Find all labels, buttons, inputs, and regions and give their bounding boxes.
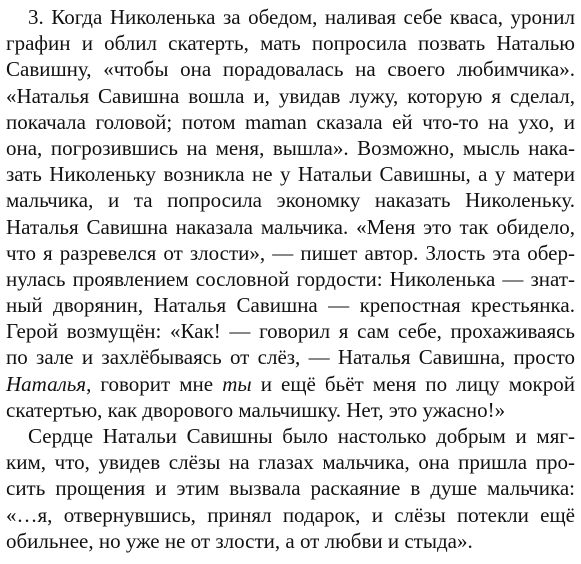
text-line: мальчика, и та попросила экономку наказать Николеньку. xyxy=(6,188,575,213)
text-line: Савишну, «чтобы она порадовалась на своего любимчика». xyxy=(6,57,575,82)
text-line: зать Николеньку возникла не у Натальи Савишны, а у матери xyxy=(6,162,575,187)
text-line: что я разревелся от злости», — пишет автор. Злость эта обер- xyxy=(6,240,575,265)
text-line: «…я, отвернувшись, принял подарок, и слёзы потекли ещё xyxy=(6,502,575,527)
text-line: обильнее, но уже не от злости, а от любви и стыда». xyxy=(6,528,473,553)
text-line: Сердце Натальи Савишны было настолько добрым и мяг- xyxy=(28,424,575,448)
text-line: сить прощения и этим вызвала раскаяние в душе мальчика: xyxy=(6,476,575,501)
paragraph-2 xyxy=(6,423,575,554)
text-line xyxy=(6,371,575,397)
text-line: Наталья Савишна наказала мальчика. «Меня это так обидело, xyxy=(6,214,575,239)
text-segment: , говорит мне xyxy=(86,371,223,396)
text-line: «Наталья Савишна вошла и, увидав лужу, которую я сделал, xyxy=(6,83,575,108)
text-segment: и ещё бьёт меня по лицу мокрой xyxy=(251,371,575,396)
text-line: ким, что, увидев слёзы на глазах мальчика, она пришла про- xyxy=(6,450,575,475)
italic-word: Наталья xyxy=(6,371,87,396)
text-line: по зале и захлёбываясь от слёз, — Наталья Савишна, просто xyxy=(6,345,575,370)
text-line: она, погрозившись на меня, вышла». Возможно, мысль нака- xyxy=(6,135,575,160)
italic-word: ты xyxy=(222,371,252,396)
text-line: ный дворянин, Наталья Савишна — крепостная крестьянка. xyxy=(6,293,575,318)
text-line: покачала головой; потом maman сказала ей что-то на ухо, и xyxy=(6,109,575,134)
text-line: Герой возмущён: «Как! — говорил я сам себе, прохаживаясь xyxy=(6,319,575,344)
text-line: нулась проявлением сословной гордости: Николенька — знат- xyxy=(6,266,575,291)
paragraph-1 xyxy=(6,4,575,423)
text-line: графин и облил скатерть, мать попросила позвать Наталью xyxy=(6,31,575,56)
text-line: 3. Когда Николенька за обедом, наливая себе кваса, уронил xyxy=(28,5,575,29)
text-line: скатертью, как дворового мальчишку. Нет, это ужасно!» xyxy=(6,397,506,422)
